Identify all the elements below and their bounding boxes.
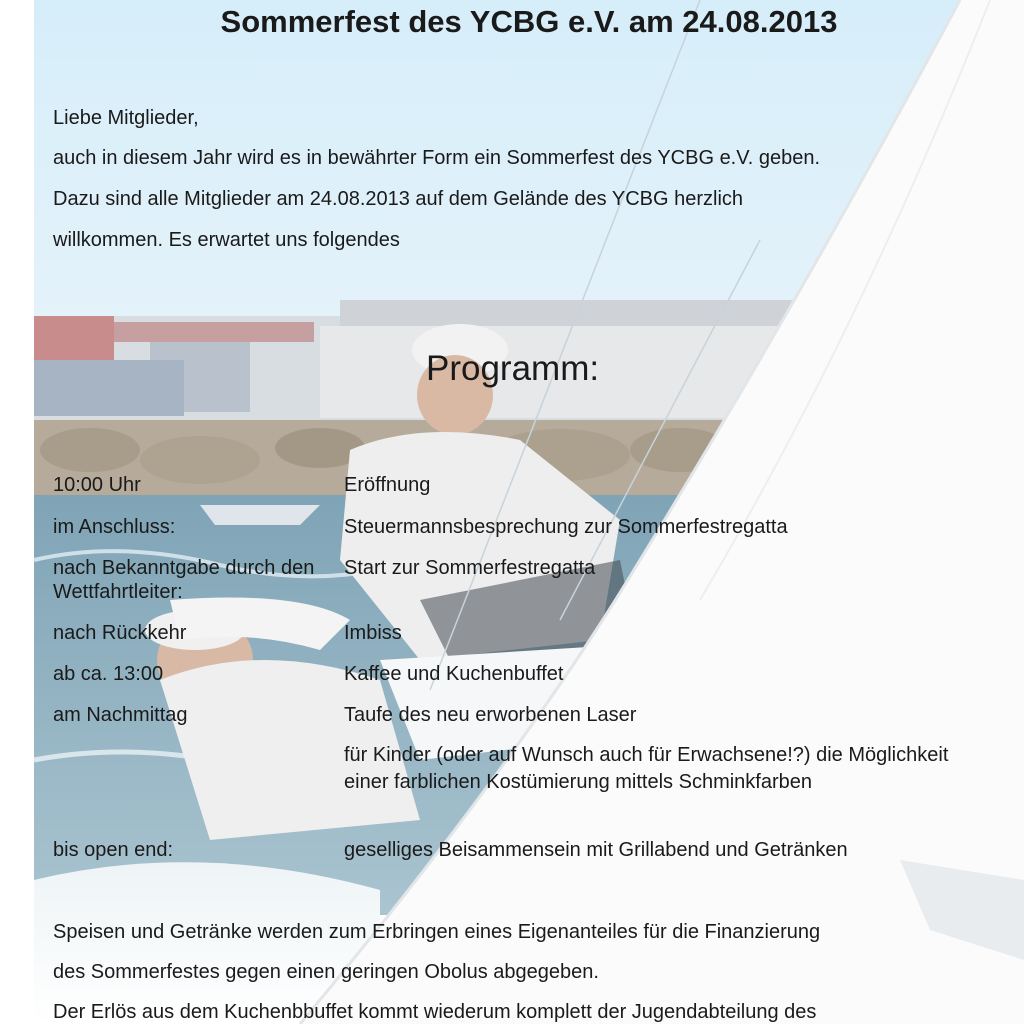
programm-event: für Kinder (oder auf Wunsch auch für Erwachsene!?) die Möglichkeit einer farblichen Kostümierung mittels Schminkfarben xyxy=(344,744,949,793)
programm-time: am Nachmittag xyxy=(53,704,188,726)
programm-event: geselliges Beisammensein mit Grillabend und Getränken xyxy=(344,839,848,861)
page-title: Sommerfest des YCBG e.V. am 24.08.2013 xyxy=(220,4,838,39)
page-left-margin xyxy=(0,0,34,1024)
programm-time: nach Bekanntgabe durch den Wettfahrtleiter: xyxy=(53,557,315,603)
intro-greeting: Liebe Mitglieder, xyxy=(53,107,199,129)
programm-time: nach Rückkehr xyxy=(53,622,187,644)
programm-event: Imbiss xyxy=(344,622,402,644)
programm-heading: Programm: xyxy=(426,349,600,388)
programm-time: bis open end: xyxy=(53,839,174,861)
outro-line: des Sommerfestes gegen einen geringen Obolus abgegeben. xyxy=(53,961,599,983)
outro-line: Speisen und Getränke werden zum Erbringen eines Eigenanteiles für die Finanzierung xyxy=(53,921,821,943)
programm-event: Steuermannsbesprechung zur Sommerfestregatta xyxy=(344,516,788,538)
programm-event: Start zur Sommerfestregatta xyxy=(344,557,596,579)
programm-event: Kaffee und Kuchenbuffet xyxy=(344,663,564,685)
intro-line: willkommen. Es erwartet uns folgendes xyxy=(53,229,400,251)
outro-line: Der Erlös aus dem Kuchenbbuffet kommt wiederum komplett der Jugendabteilung des xyxy=(53,1001,817,1023)
programm-time: 10:00 Uhr xyxy=(53,474,141,496)
programm-event: Eröffnung xyxy=(344,474,431,496)
intro-line: auch in diesem Jahr wird es in bewährter Form ein Sommerfest des YCBG e.V. geben. xyxy=(53,147,821,169)
programm-time: ab ca. 13:00 xyxy=(53,663,164,685)
programm-event: Taufe des neu erworbenen Laser xyxy=(344,704,637,726)
programm-time: im Anschluss: xyxy=(53,516,176,538)
intro-line: Dazu sind alle Mitglieder am 24.08.2013 auf dem Gelände des YCBG herzlich xyxy=(53,188,744,210)
